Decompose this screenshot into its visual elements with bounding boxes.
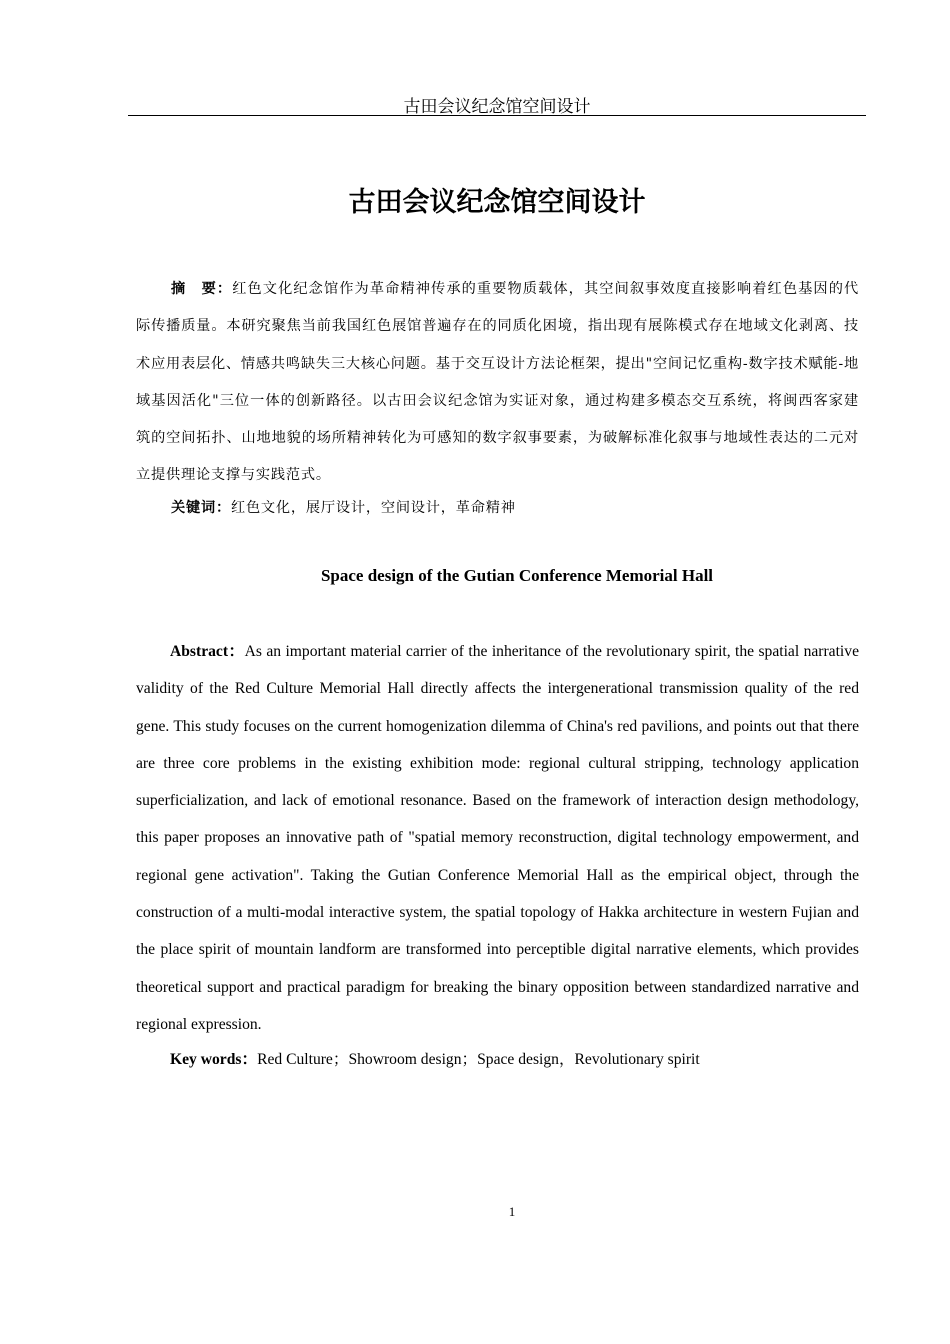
running-header: 古田会议纪念馆空间设计 xyxy=(403,97,591,117)
page-number: 1 xyxy=(508,1204,516,1219)
header-rule xyxy=(128,115,866,116)
chinese-keywords xyxy=(136,490,859,527)
english-keywords-label: Key words： xyxy=(170,1051,258,1068)
chinese-abstract-text: 红色文化纪念馆作为革命精神传承的重要物质载体，其空间叙事效度直接影响着红色基因的代际传播质量。本研究聚焦当前我国红色展馆普遍存在的同质化困境，指出现有展陈模式存在地域文化剥离、技术应用表层化、情感共鸣缺失三大核心问题。基于交互设计方法论框架，提出"空间记忆重构-数字技术赋能-地域基因活化"三位一体的创新路径。以古田会议纪念馆为实证对象，通过构建多模态交互系统，将闽西客家建筑的空间拓扑、山地地貌的场所精神转化为可感知的数字叙事要素，为破解标准化叙事与地域性表达的二元对立提供理论支撑与实践范式。 xyxy=(136,281,859,484)
english-title: Space design of the Gutian Conference Memorial Hall xyxy=(320,566,714,585)
chinese-abstract-label: 摘 要： xyxy=(171,281,233,297)
english-abstract xyxy=(136,633,859,1043)
english-abstract-text: As an important material carrier of the inheritance of the revolutionary spirit, the spatial narrative validity of the Red Culture Memorial Hall directly affects the intergenerational transmission quality of the red gene. This study focuses on the current homogenization dilemma of China's red pavilions, and points out that there are three core problems in the existing exhibition mode: regional cultural stripping, technology application superficialization, and lack of emotional resonance. Based on the framework of interaction design methodology, this paper proposes an innovative path of "spatial memory reconstruction, digital technology empowerment, and regional gene activation". Taking the Gutian Conference Memorial Hall as the empirical object, through the construction of a multi-modal interactive system, the spatial topology of Hakka architecture in western Fujian and the place spirit of mountain landform are transformed into perceptible digital narrative elements, which provides theoretical support and practical paradigm for breaking the binary opposition between standardized narrative and regional expression. xyxy=(136,643,859,1033)
english-keywords-text: Red Culture；Showroom design；Space design，Revolutionary spirit xyxy=(257,1051,700,1068)
english-abstract-label: Abstract： xyxy=(170,643,245,660)
chinese-keywords-text: 红色文化，展厅设计，空间设计，革命精神 xyxy=(230,500,516,516)
english-keywords xyxy=(136,1041,859,1078)
chinese-title: 古田会议纪念馆空间设计 xyxy=(348,187,646,218)
chinese-keywords-label: 关键词： xyxy=(171,500,231,516)
chinese-abstract xyxy=(136,271,859,495)
